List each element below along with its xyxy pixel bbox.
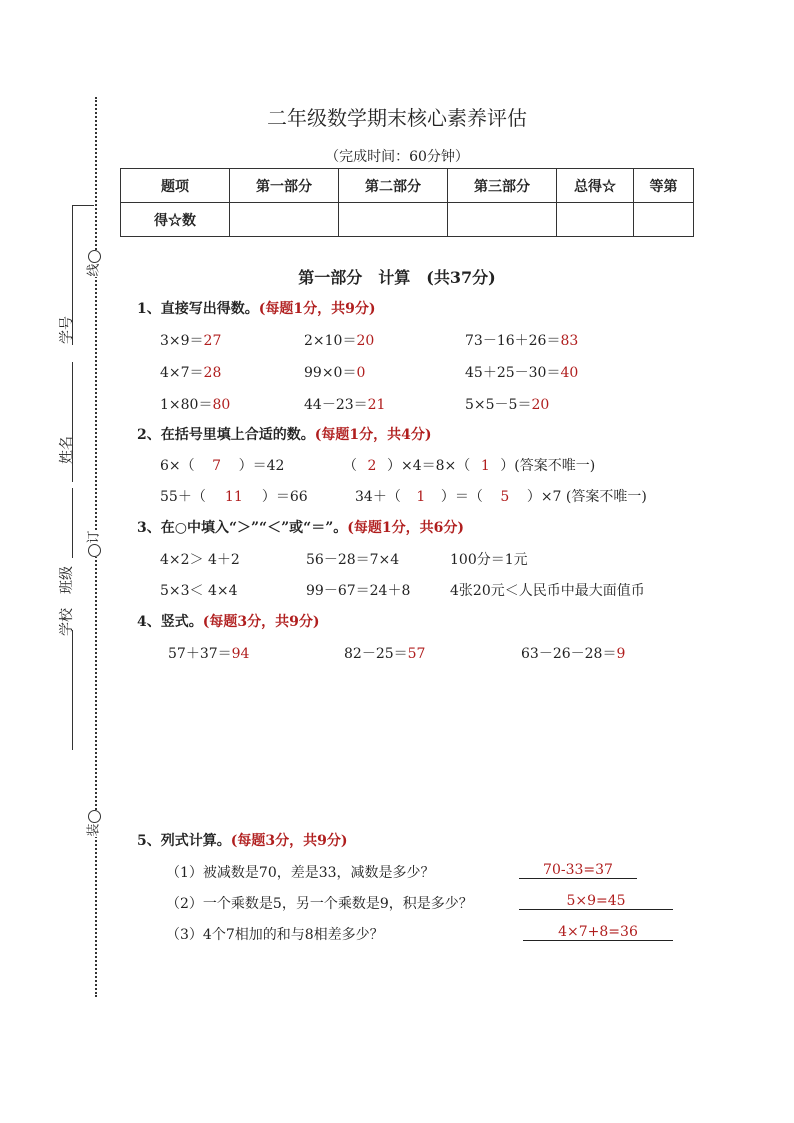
expr: 5×5－5＝ [465,397,532,413]
answer: 94 [231,646,250,662]
table-cell: 总得☆ [557,169,634,203]
expr: 45＋25－30＝ [465,365,561,381]
mark-xian-label: 线 [86,263,102,277]
q1-item [304,394,385,414]
q3-item: 56－28＝7×4 [306,552,400,568]
expr: 63－26－28＝ [521,646,617,662]
expr: 2×10＝ [304,333,357,349]
q3-item: 100分＝1元 [450,552,528,568]
q3-item: 4张20元＜人民币中最大面值币 [450,583,645,599]
question-label: 5、列式计算。 [137,833,231,849]
mark-ding [88,530,101,557]
expr: 99×0＝ [304,365,357,381]
section-title: 第一部分 计算 (共37分) [298,268,496,287]
q5-answer-field[interactable]: 5×9=45 [519,893,673,910]
field-line [72,488,73,558]
answer: 28 [203,365,222,381]
q2-item [160,455,284,475]
page-subtitle: （完成时间：60分钟） [325,149,469,165]
q5-item-text: （3）4个7相加的和与8相差多少？ [166,927,384,943]
q4-item [521,643,625,663]
q5-answer-field[interactable]: 4×7+8=36 [523,924,673,941]
table-cell: 第一部分 [230,169,339,203]
q4-item [344,643,425,663]
question-2-heading [137,424,431,444]
q1-item [160,330,221,350]
expr: ）＝42 [238,458,285,474]
field-line [72,630,73,750]
answer: 5 [500,489,510,505]
answer: 83 [560,333,579,349]
question-label: 2、在括号里填上合适的数。 [137,427,315,443]
q1-item [465,362,578,382]
answer: 0 [356,365,366,381]
q1-item [304,362,365,382]
q2-item [160,486,308,506]
expr: （ [343,458,357,474]
question-label: 4、竖式。 [137,614,203,630]
expr: 55＋（ [160,489,206,505]
question-points: (每题3分，共9分) [202,614,320,630]
q3-item: 4×2＞ 4＋2 [160,552,240,568]
student-id-label: 学号 [59,316,75,344]
expr: 82－25＝ [344,646,408,662]
q2-item [355,486,647,506]
answer: 21 [367,397,386,413]
table-cell: 得☆数 [121,203,230,237]
expr: 6×（ [160,458,195,474]
answer: 2 [367,458,377,474]
expr: ）×7 (答案不唯一) [526,489,647,505]
expr: 1×80＝ [160,397,213,413]
q5-answer-field[interactable]: 70-33=37 [519,862,637,879]
q3-item: 5×3＜ 4×4 [160,583,238,599]
answer: 1 [416,489,426,505]
score-input-cell[interactable] [634,203,694,237]
field-line [72,205,94,206]
q1-item [160,362,221,382]
question-points: (每题3分，共9分) [230,833,348,849]
circle-icon [88,810,101,823]
table-cell: 题项 [121,169,230,203]
school-label: 学校 [59,608,75,636]
expr: 57＋37＝ [168,646,232,662]
q2-item [343,455,595,475]
table-cell: 第二部分 [339,169,448,203]
table-cell: 第三部分 [448,169,557,203]
expr: ）＝66 [261,489,308,505]
expr: 3×9＝ [160,333,204,349]
question-points: (每题1分，共6分) [347,520,465,536]
circle-icon [88,544,101,557]
answer: 20 [531,397,550,413]
question-3-heading [137,517,464,537]
answer: 9 [616,646,626,662]
mark-ding-label: 订 [86,530,102,544]
expr: 4×7＝ [160,365,204,381]
answer: 57 [407,646,426,662]
field-line [72,362,73,482]
expr: ）＝（ [440,489,483,505]
answer: 11 [224,489,243,505]
answer: 20 [356,333,375,349]
page-title: 二年级数学期末核心素养评估 [267,106,527,130]
q1-item [465,330,578,350]
expr: 34＋（ [355,489,401,505]
score-input-cell[interactable] [557,203,634,237]
q1-item [160,394,230,414]
question-label: 3、在○中填入“＞”“＜”或“＝”。 [137,520,348,536]
answer: 40 [560,365,579,381]
question-points: (每题1分，共9分) [258,301,376,317]
question-label: 1、直接写出得数。 [137,301,259,317]
score-table-header-row [121,169,694,203]
q1-item [304,330,374,350]
mark-zhuang [88,810,101,837]
expr: 44－23＝ [304,397,368,413]
table-cell: 等第 [634,169,694,203]
score-input-cell[interactable] [339,203,448,237]
expr: 73－16＋26＝ [465,333,561,349]
question-points: (每题1分，共4分) [314,427,432,443]
name-label: 姓名 [59,436,75,464]
question-1-heading [137,298,375,318]
class-label: 班级 [59,566,75,594]
q1-item [465,394,549,414]
q3-item: 99－67＝24＋8 [306,583,411,599]
answer: 27 [203,333,222,349]
answer: 80 [212,397,231,413]
q4-item [168,643,249,663]
answer: 7 [212,458,222,474]
expr: ）(答案不唯一) [500,458,596,474]
q5-item-text: （2）一个乘数是5，另一个乘数是9，积是多少？ [166,896,473,912]
question-4-heading [137,611,319,631]
q5-item-text: （1）被减数是70，差是33，减数是多少？ [166,865,435,881]
mark-zhuang-label: 装 [86,823,102,837]
question-5-heading [137,830,347,850]
score-input-cell[interactable] [448,203,557,237]
circle-icon [88,250,101,263]
score-input-cell[interactable] [230,203,339,237]
expr: ）×4＝8×（ [387,458,471,474]
answer: 1 [480,458,490,474]
score-table-score-row [121,203,694,237]
score-table [120,168,694,237]
